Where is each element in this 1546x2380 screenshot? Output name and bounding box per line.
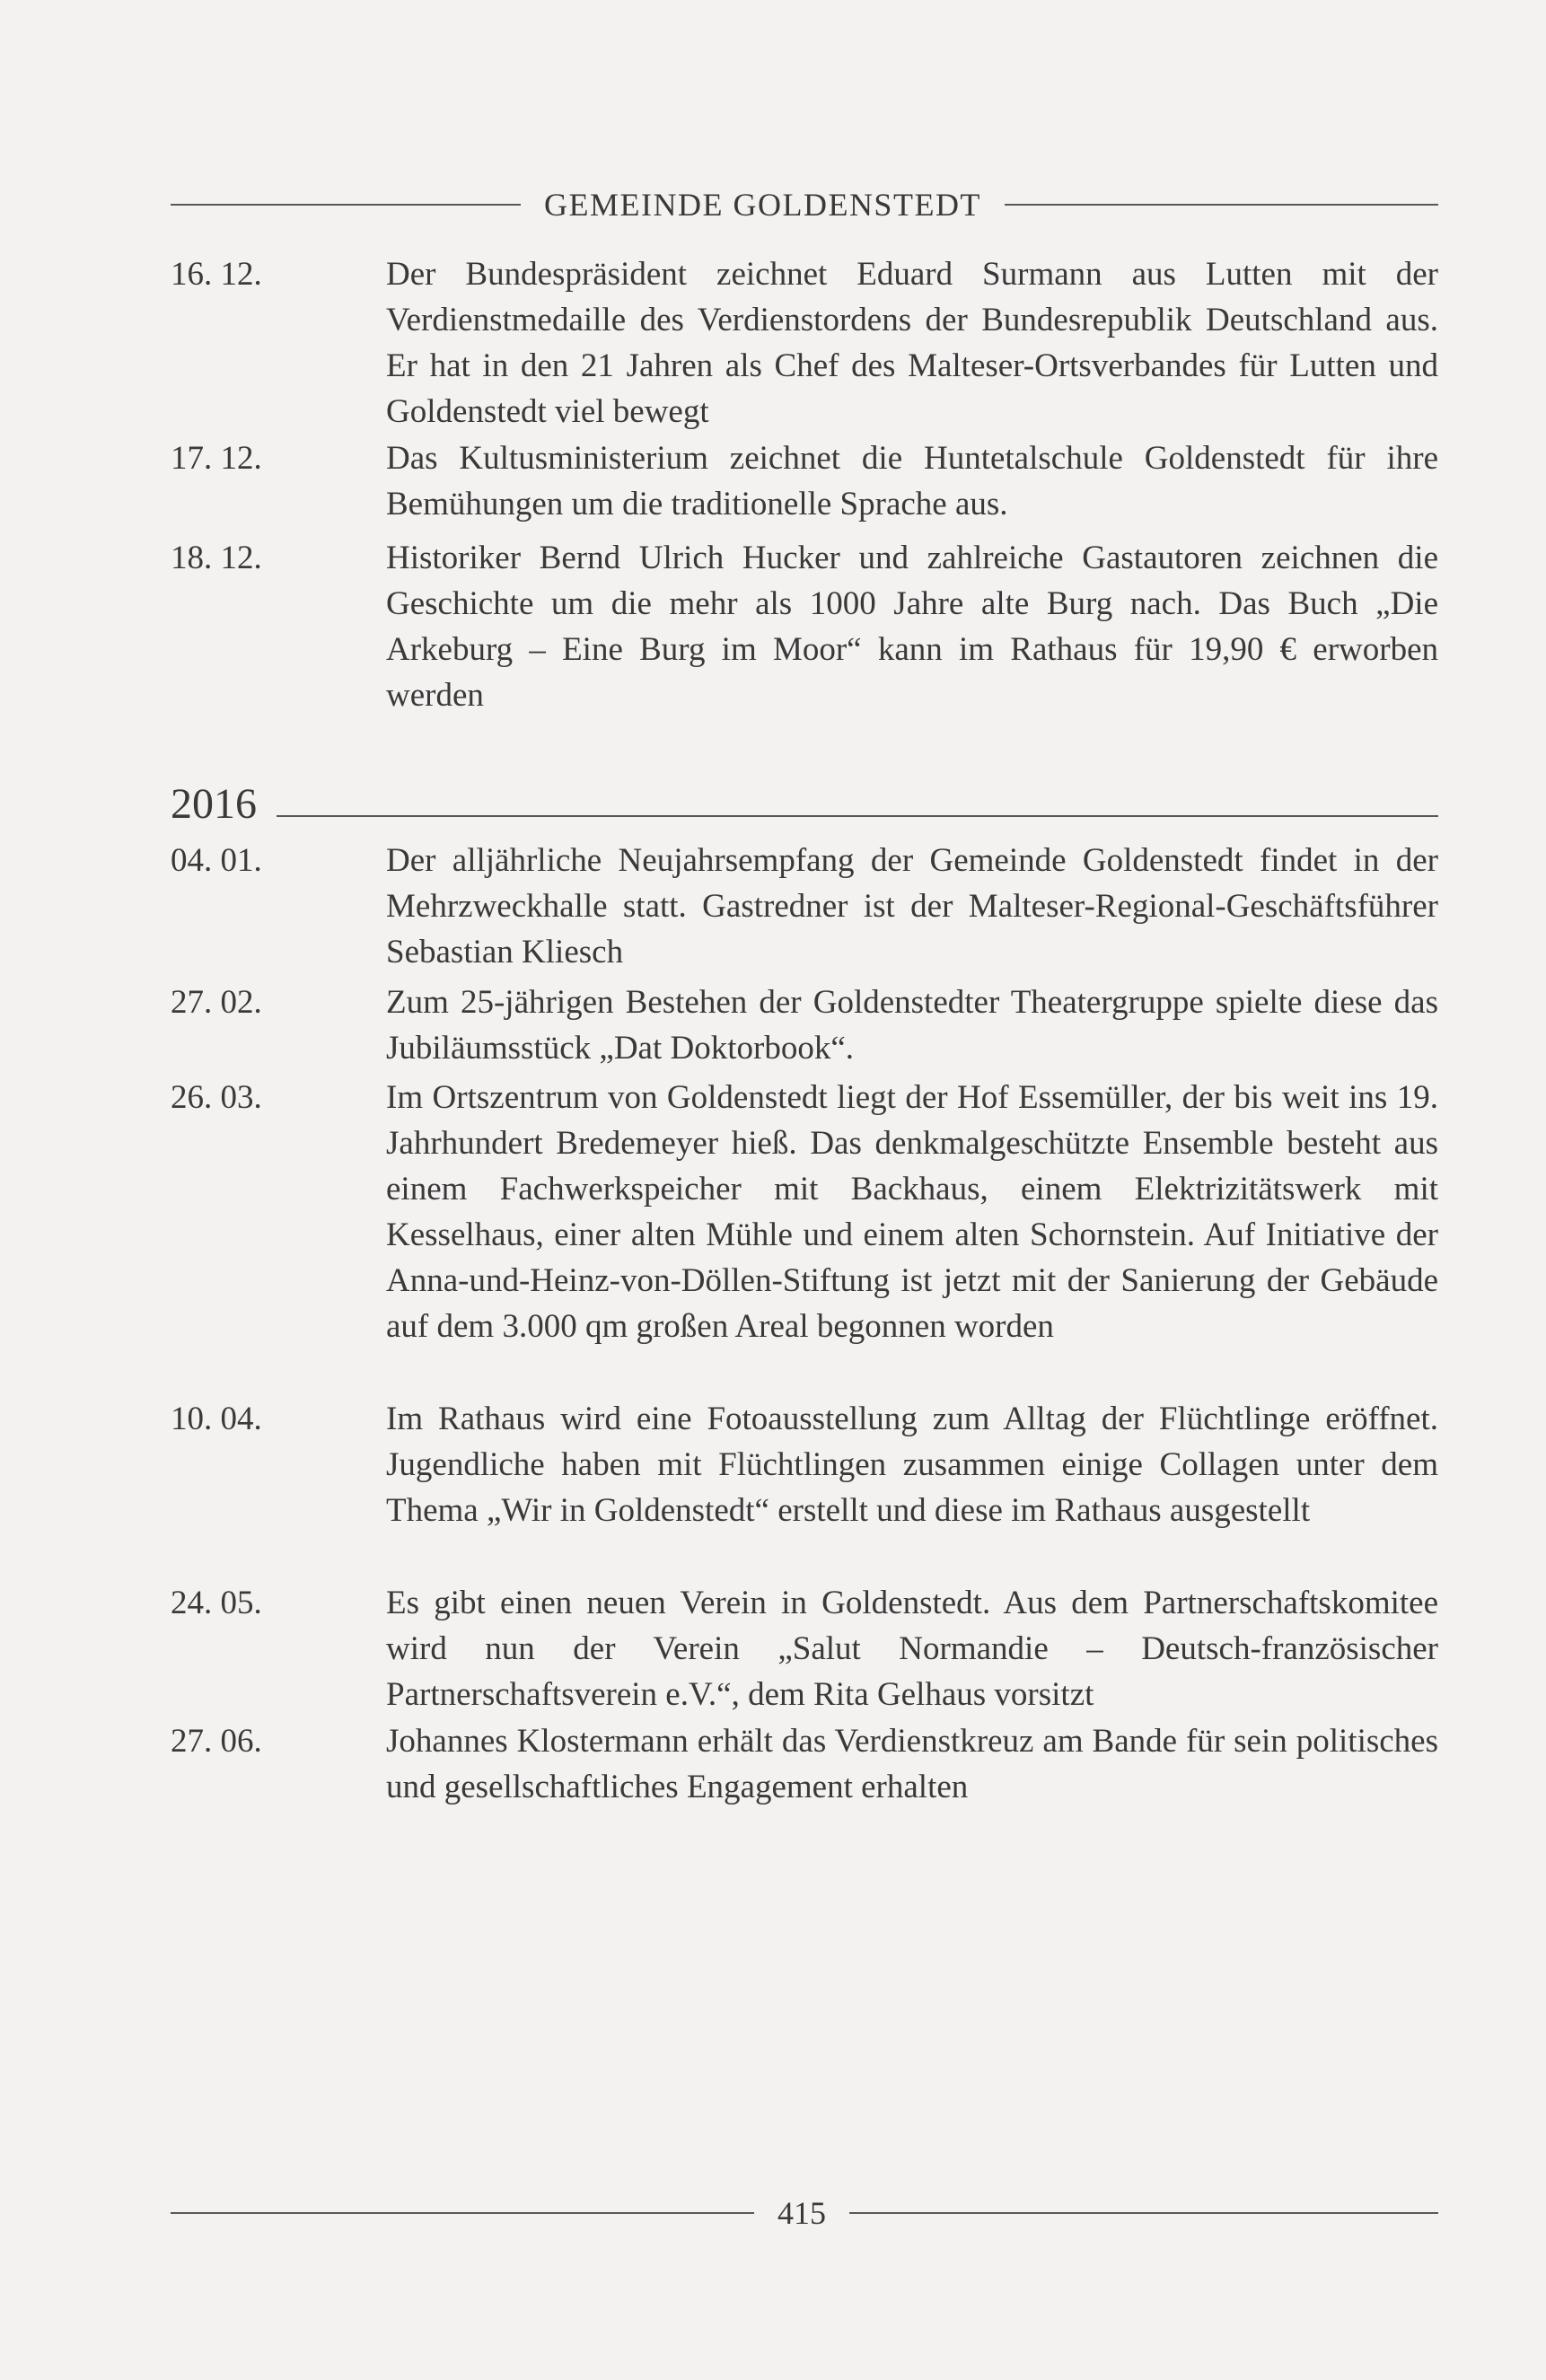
entry-date: 18. 12.	[171, 540, 262, 576]
entry-date: 24. 05.	[171, 1585, 262, 1621]
entry-text: Zum 25-jährigen Bestehen der Goldenstedter Theatergruppe spielte diese das Jubiläumsstück „Dat Doktorbook“.	[386, 984, 1438, 1067]
running-header	[171, 180, 1438, 230]
chronicle-entry	[171, 1718, 1438, 1810]
chronicle-entry	[171, 1580, 1438, 1717]
entry-date: 10. 04.	[171, 1401, 262, 1437]
page-number: 415	[777, 2195, 826, 2231]
entry-date: 17. 12.	[171, 440, 262, 477]
year-rule	[277, 815, 1438, 817]
chronicle-entry	[171, 251, 1438, 435]
chronicle-entry	[171, 435, 1438, 527]
entry-text: Im Rathaus wird eine Fotoausstellung zum Alltag der Flüchtlinge eröffnet. Jugendliche haben mit Flüchtlingen zusammen einige Collagen unter dem Thema „Wir in Goldenstedt“ erstellt und diese im Rathaus ausgestellt	[386, 1401, 1438, 1529]
entry-text: Im Ortszentrum von Goldenstedt liegt der Hof Essemüller, der bis weit ins 19. Jahrhundert Bredemeyer hieß. Das denkmalgeschützte Ensemble besteht aus einem Fachwerkspeicher mit Backhaus, einem Elektrizitätswerk mit Kesselhaus, einer alten Mühle und einem alten Schornstein. Auf Initiative der Anna-und-Heinz-von-Döllen-Stiftung ist jetzt mit der Sanierung der Gebäude auf dem 3.000 qm großen Areal begonnen worden	[386, 1079, 1438, 1345]
running-header-title: GEMEINDE GOLDENSTEDT	[544, 187, 981, 223]
chronicle-entry	[171, 535, 1438, 718]
chronicle-entry	[171, 838, 1438, 975]
year-heading	[171, 774, 1438, 830]
entry-date: 26. 03.	[171, 1079, 262, 1116]
page-footer	[171, 2191, 1438, 2235]
chronicle-entry	[171, 1075, 1438, 1349]
entry-text: Johannes Klostermann erhält das Verdienstkreuz am Bande für sein politisches und gesellschaftliches Engagement erhalten	[386, 1723, 1438, 1805]
footer-rule-left	[171, 2212, 754, 2214]
entry-date: 04. 01.	[171, 842, 262, 879]
entry-text: Historiker Bernd Ulrich Hucker und zahlreiche Gastautoren zeichnen die Geschichte um die mehr als 1000 Jahre alte Burg nach. Das Buch „Die Arkeburg – Eine Burg im Moor“ kann im Rathaus für 19,90 € erworben werden	[386, 540, 1438, 714]
entry-date: 27. 02.	[171, 984, 262, 1021]
header-rule-left	[171, 204, 521, 206]
entry-date: 27. 06.	[171, 1723, 262, 1760]
year-label: 2016	[171, 780, 257, 828]
header-rule-right	[1005, 204, 1438, 206]
entry-text: Der alljährliche Neujahrsempfang der Gemeinde Goldenstedt findet in der Mehrzweckhalle statt. Gastredner ist der Malteser-Regional-Geschäftsführer Sebastian Kliesch	[386, 842, 1438, 970]
entry-text: Es gibt einen neuen Verein in Goldenstedt. Aus dem Partnerschaftskomitee wird nun der Verein „Salut Normandie – Deutsch-französischer Partnerschaftsverein e.V.“, dem Rita Gelhaus vorsitzt	[386, 1585, 1438, 1713]
entry-text: Das Kultusministerium zeichnet die Huntetalschule Goldenstedt für ihre Bemühungen um die traditionelle Sprache aus.	[386, 440, 1438, 523]
entry-text: Der Bundespräsident zeichnet Eduard Surmann aus Lutten mit der Verdienstmedaille des Verdienstordens der Bundesrepublik Deutschland aus. Er hat in den 21 Jahren als Chef des Malteser-Ortsverbandes für Lutten und Goldenstedt viel bewegt	[386, 256, 1438, 430]
chronicle-entry	[171, 1396, 1438, 1533]
footer-rule-right	[849, 2212, 1438, 2214]
entry-date: 16. 12.	[171, 256, 262, 293]
chronicle-entry	[171, 979, 1438, 1071]
